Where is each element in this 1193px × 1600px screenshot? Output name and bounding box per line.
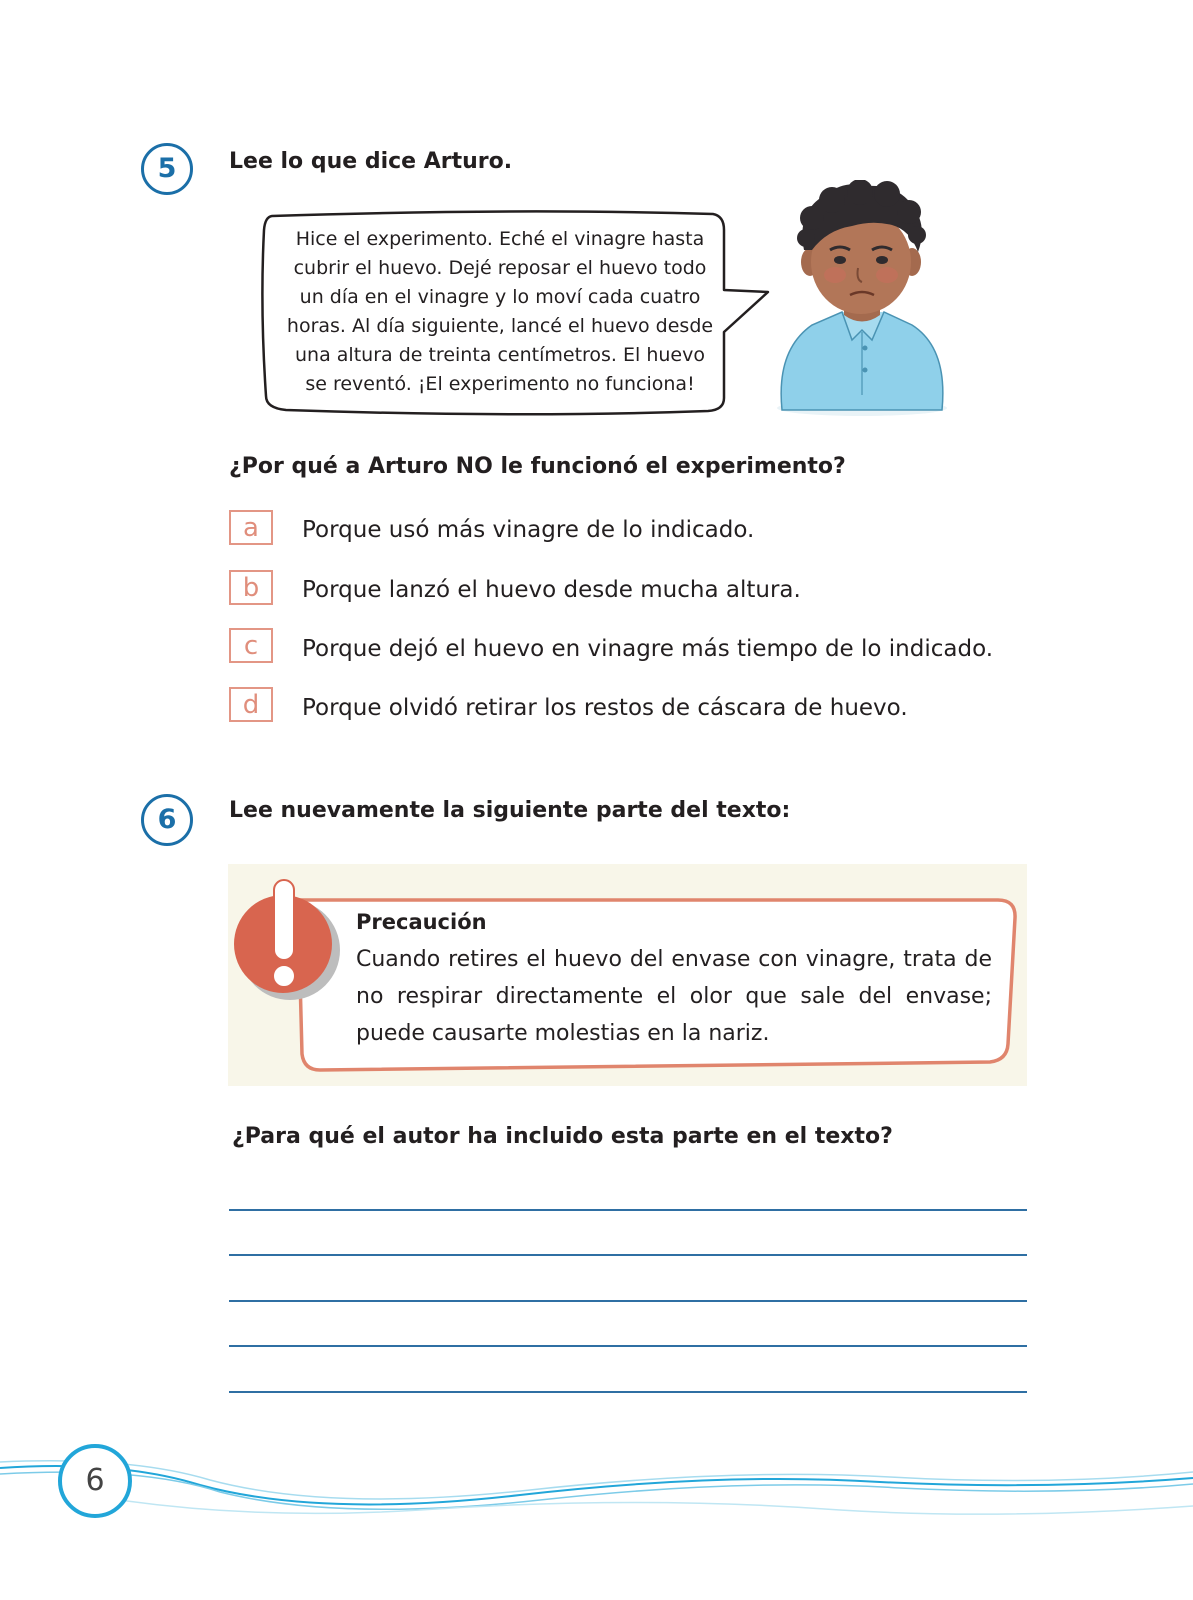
warning-body: Cuando retires el huevo del envase con vinagre, trata de no respirar directamente el olor que sale del envase; puede causarte molestias en la nariz.: [356, 947, 992, 1046]
option-a-box[interactable]: a: [229, 510, 273, 545]
option-c-text: Porque dejó el huevo en vinagre más tiempo de lo indicado.: [302, 636, 994, 662]
option-b-box[interactable]: b: [229, 570, 273, 605]
footer-wave: [0, 1440, 1193, 1540]
option-d-box[interactable]: d: [229, 687, 273, 722]
question-5-prompt: ¿Por qué a Arturo NO le funcionó el experimento?: [229, 454, 846, 479]
question-number-6: 6: [141, 794, 193, 846]
question-number-5: 5: [141, 143, 193, 195]
speech-line: Hice el experimento. Eché el vinagre hasta: [295, 228, 705, 250]
question-5-instruction: Lee lo que dice Arturo.: [229, 149, 513, 174]
option-b-text: Porque lanzó el huevo desde mucha altura.: [302, 577, 801, 603]
option-d-text: Porque olvidó retirar los restos de cáscara de huevo.: [302, 695, 908, 721]
warning-title: Precaución: [356, 910, 487, 934]
speech-line: un día en el vinagre y lo moví cada cuatro: [299, 286, 701, 308]
answer-line[interactable]: [229, 1300, 1027, 1302]
option-c-box[interactable]: c: [229, 628, 273, 663]
question-6-prompt: ¿Para qué el autor ha incluido esta parte en el texto?: [232, 1124, 893, 1149]
question-6-instruction: Lee nuevamente la siguiente parte del texto:: [229, 798, 791, 823]
speech-line: una altura de treinta centímetros. El huevo: [295, 344, 705, 366]
answer-line[interactable]: [229, 1254, 1027, 1256]
speech-text: [270, 225, 730, 399]
speech-line: horas. Al día siguiente, lancé el huevo desde: [286, 315, 714, 337]
arturo-illustration: [772, 180, 952, 416]
speech-line: se reventó. ¡El experimento no funciona!: [305, 373, 695, 395]
speech-line: cubrir el huevo. Dejé reposar el huevo todo: [293, 257, 707, 279]
page-number: 6: [58, 1444, 132, 1518]
answer-line[interactable]: [229, 1391, 1027, 1393]
answer-line[interactable]: [229, 1345, 1027, 1347]
answer-line[interactable]: [229, 1209, 1027, 1211]
option-a-text: Porque usó más vinagre de lo indicado.: [302, 517, 755, 543]
